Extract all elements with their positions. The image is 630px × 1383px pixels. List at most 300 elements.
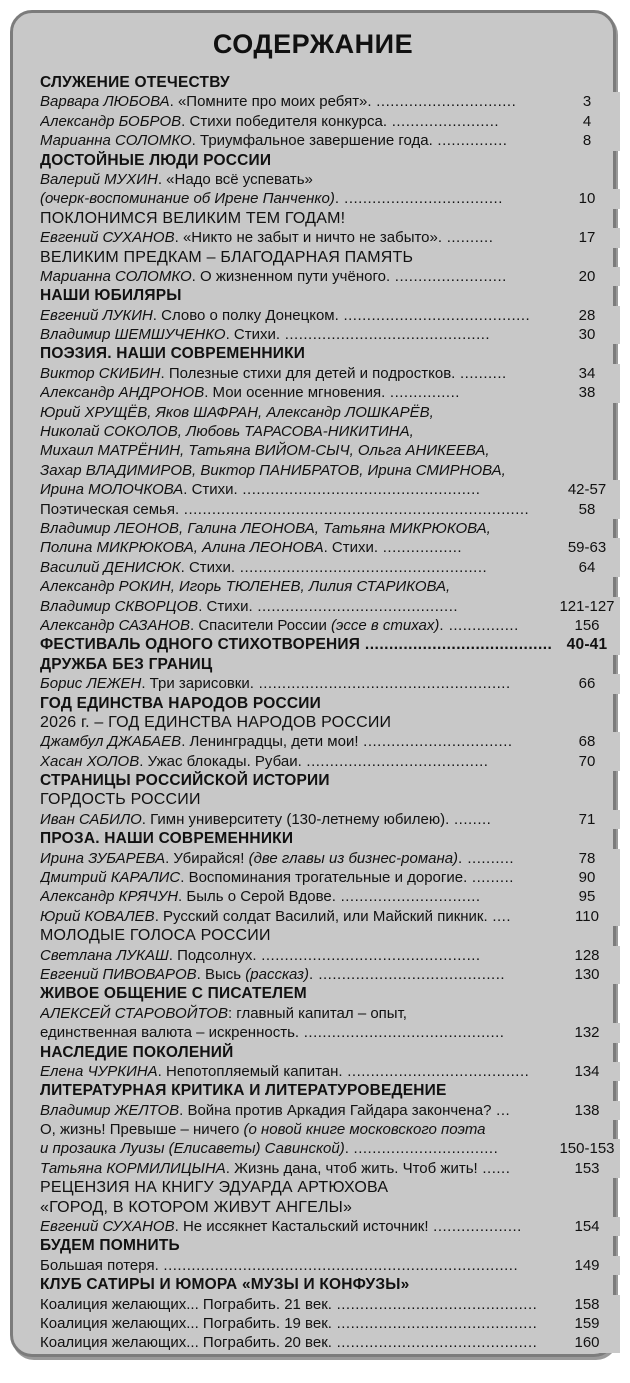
entry-text	[40, 1063, 529, 1080]
entry-title: ЖИВОЕ ОБЩЕНИЕ С ПИСАТЕЛЕМ	[40, 985, 307, 1003]
entry-title: МОЛОДЫЕ ГОЛОСА РОССИИ	[40, 927, 271, 945]
entry-title: . Триумфальное завершение года.	[191, 132, 433, 150]
page-title: СОДЕРЖАНИЕ	[212, 29, 414, 59]
section-heading	[40, 655, 620, 674]
entry-text	[40, 1334, 537, 1351]
entry-title: ДОСТОЙНЫЕ ЛЮДИ РОССИИ	[40, 151, 272, 169]
entry-author: Юрий ХРУЩЁВ, Яков ШАФРАН, Александр ЛОШКАРЁВ,	[40, 403, 434, 421]
section-heading	[40, 1043, 620, 1062]
entry-author: Хасан ХОЛОВ	[40, 752, 140, 770]
page-number: 34	[554, 364, 620, 383]
toc-entry	[40, 441, 620, 460]
entry-title: КЛУБ САТИРЫ И ЮМОРА «МУЗЫ И КОНФУЗЫ»	[40, 1276, 410, 1294]
entry-author: Евгений СУХАНОВ	[40, 229, 175, 247]
entry-text	[40, 1315, 537, 1332]
entry-text	[40, 1179, 388, 1196]
entry-title: . Русский солдат Василий, или Майский пикник.	[154, 907, 488, 925]
dot-leader: .......................................	[342, 1062, 530, 1080]
toc-entry	[40, 1004, 620, 1023]
section-heading	[40, 344, 620, 363]
entry-text	[40, 1199, 352, 1216]
entry-title: БУДЕМ ПОМНИТЬ	[40, 1237, 180, 1255]
entry-author: Ирина МОЛОЧКОВА	[40, 481, 184, 499]
toc-entry	[40, 674, 620, 693]
entry-text	[40, 1296, 537, 1313]
page-number: 58	[554, 500, 620, 519]
entry-author: Юрий КОВАЛЕВ	[40, 907, 155, 925]
entry-text	[40, 365, 507, 382]
entry-text	[40, 559, 487, 576]
entry-title: : главный капитал – опыт,	[227, 1004, 407, 1022]
entry-text	[40, 695, 321, 712]
entry-text	[40, 501, 529, 518]
entry-title: 2026 г. – ГОД ЕДИНСТВА НАРОДОВ РОССИИ	[40, 713, 392, 731]
entry-text	[40, 714, 391, 731]
page-number: 68	[554, 732, 620, 751]
entry-text	[40, 1044, 233, 1061]
entry-text	[40, 869, 514, 886]
entry-title: ПОЭЗИЯ. НАШИ СОВРЕМЕННИКИ	[40, 345, 306, 363]
dot-leader: .......................................	[301, 752, 489, 770]
entry-text	[40, 791, 201, 808]
toc-entry	[40, 732, 620, 751]
toc-entry	[40, 752, 620, 771]
toc-entry	[40, 461, 620, 480]
dot-leader: ......	[477, 1159, 511, 1177]
toc-entry	[40, 170, 620, 189]
dot-leader: . ..................................	[334, 190, 503, 208]
dot-leader: ...............	[385, 384, 460, 402]
toc-entry	[40, 383, 620, 402]
toc-entry	[40, 907, 620, 926]
entry-text	[40, 249, 413, 266]
dot-leader: .................	[378, 539, 463, 557]
section-heading	[40, 694, 620, 713]
entry-author: Николай СОКОЛОВ, Любовь ТАРАСОВА-НИКИТИНА,	[40, 423, 414, 441]
entry-text	[40, 113, 499, 130]
dot-leader: ..........................................................................	[179, 500, 530, 518]
entry-text	[40, 229, 493, 246]
entry-author: Захар ВЛАДИМИРОВ, Виктор ПАНИБРАТОВ, Ирина СМИРНОВА,	[40, 461, 506, 479]
entry-author: Джамбул ДЖАБАЕВ	[40, 733, 182, 751]
page-number: 71	[554, 810, 620, 829]
toc-entry	[40, 1159, 620, 1178]
toc-entry	[40, 189, 620, 208]
entry-text	[40, 404, 434, 421]
entry-text	[40, 598, 458, 615]
entry-text	[40, 1257, 518, 1274]
page-number: 40-41	[554, 635, 620, 654]
section-heading	[40, 1275, 620, 1294]
entry-title: . Стихи.	[225, 326, 281, 344]
entry-author: Виктор СКИБИН	[40, 364, 161, 382]
entry-author: Александр РОКИН, Игорь ТЮЛЕНЕВ, Лилия СТАРИКОВА,	[40, 578, 451, 596]
toc-entry	[40, 1120, 620, 1139]
entry-title: ФЕСТИВАЛЬ ОДНОГО СТИХОТВОРЕНИЯ	[40, 636, 361, 654]
entry-subtitle: (рассказ)	[245, 965, 310, 983]
entry-title: НАСЛЕДИЕ ПОКОЛЕНИЙ	[40, 1043, 234, 1061]
entry-title: . Спасители России	[190, 616, 331, 634]
toc-entry	[40, 965, 620, 984]
dot-leader: ...........................................	[331, 1295, 538, 1313]
entry-title: Поэтическая семья.	[40, 500, 180, 518]
entry-text	[40, 578, 450, 595]
toc-entry	[40, 597, 620, 616]
page-number: 30	[554, 325, 620, 344]
dot-leader: .........	[467, 869, 514, 887]
entry-title: ПРОЗА. НАШИ СОВРЕМЕННИКИ	[40, 830, 294, 848]
entry-text	[40, 753, 488, 770]
entry-author: Дмитрий КАРАЛИС	[40, 869, 181, 887]
entry-title: . Высь	[196, 965, 246, 983]
page-number: 138	[554, 1101, 620, 1120]
dot-leader: ...........................................	[252, 597, 459, 615]
entry-author: Александр САЗАНОВ	[40, 616, 191, 634]
entry-title: . Стихи.	[180, 558, 236, 576]
entry-text	[40, 811, 491, 828]
entry-title: . Подсолнух.	[168, 946, 257, 964]
entry-title: СТРАНИЦЫ РОССИЙСКОЙ ИСТОРИИ	[40, 772, 330, 790]
page-number: 10	[554, 189, 620, 208]
page-number: 59-63	[554, 538, 620, 557]
dot-leader: ..........	[455, 364, 507, 382]
page-number: 70	[554, 752, 620, 771]
page-number: 17	[554, 228, 620, 247]
entry-title: . Мои осенние мгновения.	[204, 384, 386, 402]
dot-leader: ...............	[432, 132, 508, 150]
page-number: 159	[554, 1314, 620, 1333]
toc-entry	[40, 131, 620, 150]
section-heading	[40, 771, 620, 790]
page-number: 130	[554, 965, 620, 984]
section-heading	[40, 286, 620, 305]
dot-leader: ...............................................	[256, 946, 481, 964]
entry-text	[40, 287, 182, 304]
page-number: 20	[554, 267, 620, 286]
entry-title: Коалиция желающих... Пограбить. 19 век.	[40, 1315, 332, 1332]
entry-author: Владимир ШЕМШУЧЕНКО	[40, 326, 226, 344]
toc-entry	[40, 1333, 620, 1352]
toc-entry	[40, 422, 620, 441]
entry-author: Марианна СОЛОМКО	[40, 267, 192, 285]
entry-author: Михаил МАТРЁНИН, Татьяна ВИЙОМ-СЫЧ, Ольга АНИКЕЕВА,	[40, 442, 490, 460]
entry-author: Владимир СКВОРЦОВ	[40, 597, 199, 615]
entry-title: СЛУЖЕНИЕ ОТЕЧЕСТВУ	[40, 74, 230, 91]
entry-title: ЛИТЕРАТУРНАЯ КРИТИКА И ЛИТЕРАТУРОВЕДЕНИЕ	[40, 1082, 447, 1100]
subsection-heading	[40, 1198, 620, 1217]
page-number: 132	[554, 1023, 620, 1042]
page-number: 150-153	[554, 1139, 620, 1158]
entry-text	[40, 966, 505, 983]
dot-leader: ..........	[442, 229, 494, 247]
subsection-heading	[40, 926, 620, 945]
entry-title: ГОРДОСТЬ РОССИИ	[40, 791, 201, 809]
entry-text	[40, 1160, 510, 1177]
entry-author: Елена ЧУРКИНА	[40, 1062, 158, 1080]
section-heading	[40, 829, 620, 848]
entry-author: Светлана ЛУКАШ	[40, 946, 169, 964]
entry-title: . Воспоминания трогательные и дорогие.	[180, 869, 468, 887]
entry-text	[40, 617, 519, 634]
toc-entry	[40, 635, 620, 654]
toc-entry	[40, 325, 620, 344]
page-number: 66	[554, 674, 620, 693]
entry-title: . Полезные стихи для детей и подростков.	[160, 364, 456, 382]
entry-text	[40, 539, 462, 556]
toc-entry	[40, 1101, 620, 1120]
page-number: 28	[554, 306, 620, 325]
entry-title: . Ленинградцы, дети мои!	[181, 733, 359, 751]
toc-entry	[40, 1139, 620, 1158]
toc-entry	[40, 1217, 620, 1236]
section-heading	[40, 1236, 620, 1255]
entry-text	[40, 132, 507, 149]
entry-tail: .	[344, 1140, 349, 1158]
entry-title: . «Надо всё успевать»	[157, 170, 313, 188]
entry-title: . Три зарисовки.	[141, 675, 254, 693]
entry-text	[40, 1082, 447, 1099]
entry-text	[40, 675, 511, 692]
page-number: 90	[554, 868, 620, 887]
entry-author: Татьяна КОРМИЛИЦЫНА	[40, 1159, 226, 1177]
page-number: 158	[554, 1295, 620, 1314]
page-number: 78	[554, 849, 620, 868]
entry-subtitle: и прозаика Луизы (Елисаветы) Савинской)	[40, 1140, 345, 1158]
entry-author: Евгений СУХАНОВ	[40, 1218, 175, 1236]
dot-leader: .....................................................	[235, 558, 488, 576]
dot-leader: ...............................	[348, 1140, 499, 1158]
entry-title: . О жизненном пути учёного.	[191, 267, 391, 285]
dot-leader: . ........................................	[309, 965, 506, 983]
entry-text	[40, 171, 313, 188]
dot-leader: ........................	[390, 267, 507, 285]
entry-text	[40, 384, 460, 401]
subsection-heading	[40, 713, 620, 732]
page-number: 3	[554, 92, 620, 111]
toc-entry	[40, 519, 620, 538]
entry-title: Коалиция желающих... Пограбить. 20 век.	[40, 1334, 332, 1352]
dot-leader: . ...............	[439, 616, 519, 634]
entry-text	[40, 656, 212, 673]
toc-entry	[40, 92, 620, 111]
page-number: 42-57	[554, 480, 620, 499]
dot-leader: ................................	[358, 733, 513, 751]
dot-leader: ........	[449, 810, 492, 828]
table-of-contents	[40, 73, 620, 1353]
page-number: 4	[554, 112, 620, 131]
toc-entry	[40, 1314, 620, 1333]
toc-entry	[40, 868, 620, 887]
subsection-heading	[40, 248, 620, 267]
entry-text	[40, 268, 507, 285]
entry-title: РЕЦЕНЗИЯ НА КНИГУ ЭДУАРДА АРТЮХОВА	[40, 1179, 389, 1197]
entry-author: Полина МИКРЮКОВА, Алина ЛЕОНОВА	[40, 539, 324, 557]
entry-title: единственная валюта – искренность.	[40, 1024, 300, 1042]
entry-text	[40, 190, 503, 207]
entry-title: . Стихи победителя конкурса.	[181, 112, 388, 130]
toc-entry	[40, 849, 620, 868]
page-number: 156	[554, 616, 620, 635]
entry-text	[40, 772, 330, 789]
dot-leader: .......................	[387, 112, 500, 130]
entry-author: Владимир ЖЕЛТОВ	[40, 1101, 180, 1119]
entry-author: Варвара ЛЮБОВА	[40, 93, 170, 111]
entry-title: «ГОРОД, В КОТОРОМ ЖИВУТ АНГЕЛЫ»	[40, 1198, 353, 1216]
toc-entry	[40, 1062, 620, 1081]
toc-entry	[40, 112, 620, 131]
toc-entry	[40, 558, 620, 577]
toc-entry	[40, 1023, 620, 1042]
entry-author: Василий ДЕНИСЮК	[40, 558, 181, 576]
entry-text	[40, 1121, 486, 1138]
entry-text	[40, 1024, 504, 1041]
entry-title: . Не иссякнет Кастальский источник!	[174, 1218, 429, 1236]
toc-entry	[40, 616, 620, 635]
entry-text	[40, 1218, 522, 1235]
entry-title: . Война против Аркадия Гайдара закончена?	[179, 1101, 492, 1119]
entry-author: (очерк-воспоминание об Ирене Панченко)	[40, 190, 335, 208]
entry-text	[40, 636, 552, 653]
dot-leader: ...	[491, 1101, 511, 1119]
dot-leader: ...........................................	[331, 1334, 538, 1352]
entry-author: Александр КРЯЧУН	[40, 888, 179, 906]
entry-author: Александр БОБРОВ	[40, 112, 182, 130]
subsection-heading	[40, 790, 620, 809]
dot-leader: ...................	[428, 1218, 522, 1236]
entry-title: ДРУЖБА БЕЗ ГРАНИЦ	[40, 655, 213, 673]
subsection-heading	[40, 1178, 620, 1197]
entry-title: НАШИ ЮБИЛЯРЫ	[40, 287, 182, 305]
dot-leader: ....	[487, 907, 512, 925]
entry-text	[40, 481, 480, 498]
page-number: 38	[554, 383, 620, 402]
entry-author: АЛЕКСЕЙ СТАРОВОЙТОВ	[40, 1004, 228, 1022]
page-number: 110	[554, 907, 620, 926]
entry-title: . Стихи.	[323, 539, 379, 557]
dot-leader: ...................................................	[237, 481, 481, 499]
entry-text	[40, 345, 305, 362]
entry-title: Коалиция желающих... Пограбить. 21 век.	[40, 1295, 332, 1313]
page-number: 153	[554, 1159, 620, 1178]
entry-title: . Слово о полку Донецком.	[152, 306, 339, 324]
entry-title: . Стихи.	[183, 481, 238, 499]
entry-author: Евгений ЛУКИН	[40, 306, 153, 324]
entry-title: . Ужас блокады. Рубаи.	[139, 752, 302, 770]
entry-title: . «Помните про моих ребят».	[169, 93, 372, 111]
subsection-heading	[40, 209, 620, 228]
entry-text	[40, 93, 516, 110]
dot-leader: ..............................	[371, 93, 517, 111]
entry-text	[40, 908, 511, 925]
page-number: 128	[554, 946, 620, 965]
section-heading	[40, 984, 620, 1003]
entry-text	[40, 985, 307, 1002]
entry-text	[40, 520, 491, 537]
entry-author: Александр АНДРОНОВ	[40, 384, 205, 402]
entry-text	[40, 326, 490, 343]
toc-entry	[40, 810, 620, 829]
entry-text	[40, 1140, 498, 1157]
entry-text	[40, 1005, 407, 1022]
toc-entry	[40, 403, 620, 422]
toc-entry	[40, 228, 620, 247]
dot-leader: ........................................	[338, 306, 531, 324]
toc-entry	[40, 946, 620, 965]
page-number: 64	[554, 558, 620, 577]
entry-text	[40, 947, 481, 964]
dot-leader: ..............................	[335, 888, 481, 906]
dot-leader: .......................................	[360, 636, 553, 654]
toc-entry	[40, 1256, 620, 1275]
entry-title: . Быль о Серой Вдове.	[178, 888, 336, 906]
toc-entry	[40, 364, 620, 383]
entry-text	[40, 74, 230, 91]
entry-title: . Стихи.	[198, 597, 253, 615]
entry-text	[40, 462, 506, 479]
page-number: 149	[554, 1256, 620, 1275]
entry-title: ПОКЛОНИМСЯ ВЕЛИКИМ ТЕМ ГОДАМ!	[40, 209, 346, 227]
entry-subtitle: (две главы из бизнес-романа)	[248, 849, 459, 867]
entry-text	[40, 888, 481, 905]
toc-entry	[40, 480, 620, 499]
toc-entry	[40, 267, 620, 286]
entry-text	[40, 1276, 409, 1293]
dot-leader: . ..........	[458, 849, 515, 867]
entry-text	[40, 927, 271, 944]
entry-title: . Жизнь дана, чтоб жить. Чтоб жить!	[225, 1159, 478, 1177]
entry-subtitle: (о новой книге московского поэта	[243, 1121, 486, 1139]
dot-leader: ...........................................	[299, 1024, 505, 1042]
entry-title: ГОД ЕДИНСТВА НАРОДОВ РОССИИ	[40, 694, 321, 712]
entry-text	[40, 850, 514, 867]
entry-title: . Непотопляемый капитан.	[157, 1062, 343, 1080]
contents-frame	[10, 10, 616, 1357]
entry-text	[40, 830, 293, 847]
page-number: 121-127	[554, 597, 620, 616]
dot-leader: ...........................................	[331, 1315, 538, 1332]
entry-author: Евгений ПИВОВАРОВ	[40, 965, 197, 983]
entry-title: . Гимн университету (130-летнему юбилею).	[141, 810, 450, 828]
entry-text	[40, 423, 414, 440]
section-heading	[40, 1081, 620, 1100]
entry-author: Марианна СОЛОМКО	[40, 132, 192, 150]
entry-author: Ирина ЗУБАРЕВА	[40, 849, 166, 867]
entry-text	[40, 733, 513, 750]
entry-title: Большая потеря.	[40, 1256, 159, 1274]
entry-text	[40, 152, 271, 169]
entry-title: . Убирайся!	[165, 849, 249, 867]
entry-author: Борис ЛЕЖЕН	[40, 675, 142, 693]
entry-title: . «Никто не забыт и ничто не забыто».	[174, 229, 443, 247]
entry-text	[40, 1102, 510, 1119]
entry-title: ВЕЛИКИМ ПРЕДКАМ – БЛАГОДАРНАЯ ПАМЯТЬ	[40, 248, 414, 266]
page-number: 95	[554, 887, 620, 906]
entry-text	[40, 307, 530, 324]
toc-entry	[40, 538, 620, 557]
toc-entry	[40, 577, 620, 596]
entry-title: О, жизнь! Превыше – ничего	[40, 1121, 244, 1139]
entry-author: Иван САБИЛО	[40, 810, 142, 828]
entry-text	[40, 442, 490, 459]
page-number: 8	[554, 131, 620, 150]
entry-author: Валерий МУХИН	[40, 170, 158, 188]
toc-entry	[40, 1295, 620, 1314]
section-heading	[40, 73, 620, 92]
page-number: 134	[554, 1062, 620, 1081]
dot-leader: ............................................	[280, 326, 491, 344]
toc-entry	[40, 887, 620, 906]
page-number: 154	[554, 1217, 620, 1236]
